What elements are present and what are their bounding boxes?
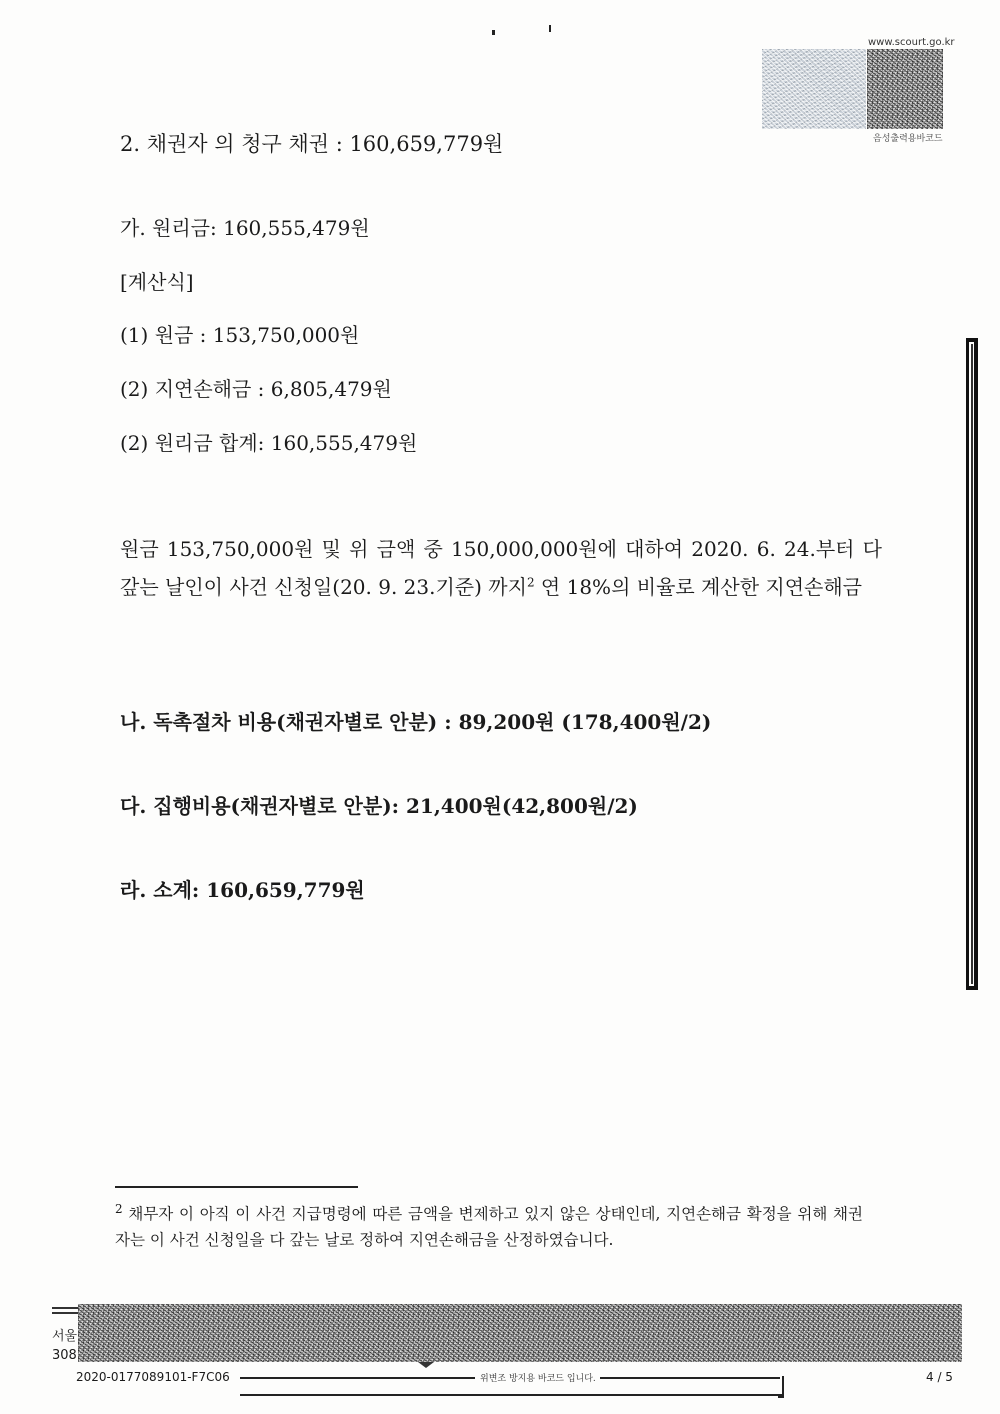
footer-left-top: 서울 bbox=[52, 1329, 78, 1344]
formula-label: [계산식] bbox=[120, 270, 194, 294]
document-id: 2020-0177089101-F7C06 bbox=[76, 1370, 230, 1384]
footer-line-left bbox=[240, 1377, 475, 1379]
footnote-separator bbox=[115, 1186, 358, 1188]
footer-box-bottom bbox=[240, 1394, 782, 1396]
margin-bracket bbox=[966, 338, 978, 990]
paragraph-text-after: 연 18%의 비율로 계산한 지연손해금 bbox=[534, 575, 862, 599]
voice-output-barcode bbox=[867, 49, 943, 129]
formula-line-total: (2) 원리금 합계: 160,555,479원 bbox=[120, 431, 418, 455]
footnote-number: 2 bbox=[115, 1201, 123, 1216]
footer-rule bbox=[52, 1307, 78, 1309]
scan-mark bbox=[492, 30, 495, 35]
item-ga: 가. 원리금: 160,555,479원 bbox=[120, 216, 370, 240]
paragraph-text-before: 원금 153,750,000원 및 위 금액 중 150,000,000원에 대하여 2020. 6. 24.부터 다 갚는 날인이 사건 신청일(20. 9. 23.기준) 까지 bbox=[120, 537, 882, 599]
calculation-paragraph bbox=[120, 530, 882, 606]
site-url: www.scourt.go.kr bbox=[868, 37, 955, 48]
barcode-note: 위변조 방지용 바코드 입니다. bbox=[480, 1374, 596, 1384]
item-da: 다. 집행비용(채권자별로 안분): 21,400원(42,800원/2) bbox=[120, 794, 638, 818]
footnote-ref: 2 bbox=[526, 575, 535, 590]
formula-line-damages: (2) 지연손해금 : 6,805,479원 bbox=[120, 377, 392, 401]
scan-mark bbox=[549, 25, 551, 32]
footnote-text: 채무자 이 아직 이 사건 지급명령에 따른 금액을 변제하고 있지 않은 상태인데, 지연손해금 확정을 위해 채권자는 이 사건 신청일을 다 갚는 날로 정하여 지연손해금을 산정하였습니다. bbox=[115, 1205, 863, 1249]
item-na: 나. 독촉절차 비용(채권자별로 안분) : 89,200원 (178,400원/2) bbox=[120, 710, 712, 734]
footnote bbox=[115, 1201, 863, 1253]
formula-line-principal: (1) 원금 : 153,750,000원 bbox=[120, 323, 360, 347]
barcode-shadow-block bbox=[762, 49, 866, 129]
anti-forgery-barcode bbox=[78, 1304, 962, 1362]
chevron-down-icon bbox=[418, 1362, 434, 1368]
footer-left-bottom: 308 bbox=[52, 1348, 77, 1363]
item-ra: 라. 소계: 160,659,779원 bbox=[120, 878, 365, 902]
footer-line-right bbox=[600, 1377, 780, 1379]
section-title: 2. 채권자 의 청구 채권 : 160,659,779원 bbox=[120, 132, 504, 156]
footer-rule bbox=[52, 1312, 78, 1314]
barcode-caption: 음성출력용바코드 bbox=[873, 134, 943, 144]
page-number: 4 / 5 bbox=[926, 1370, 953, 1384]
